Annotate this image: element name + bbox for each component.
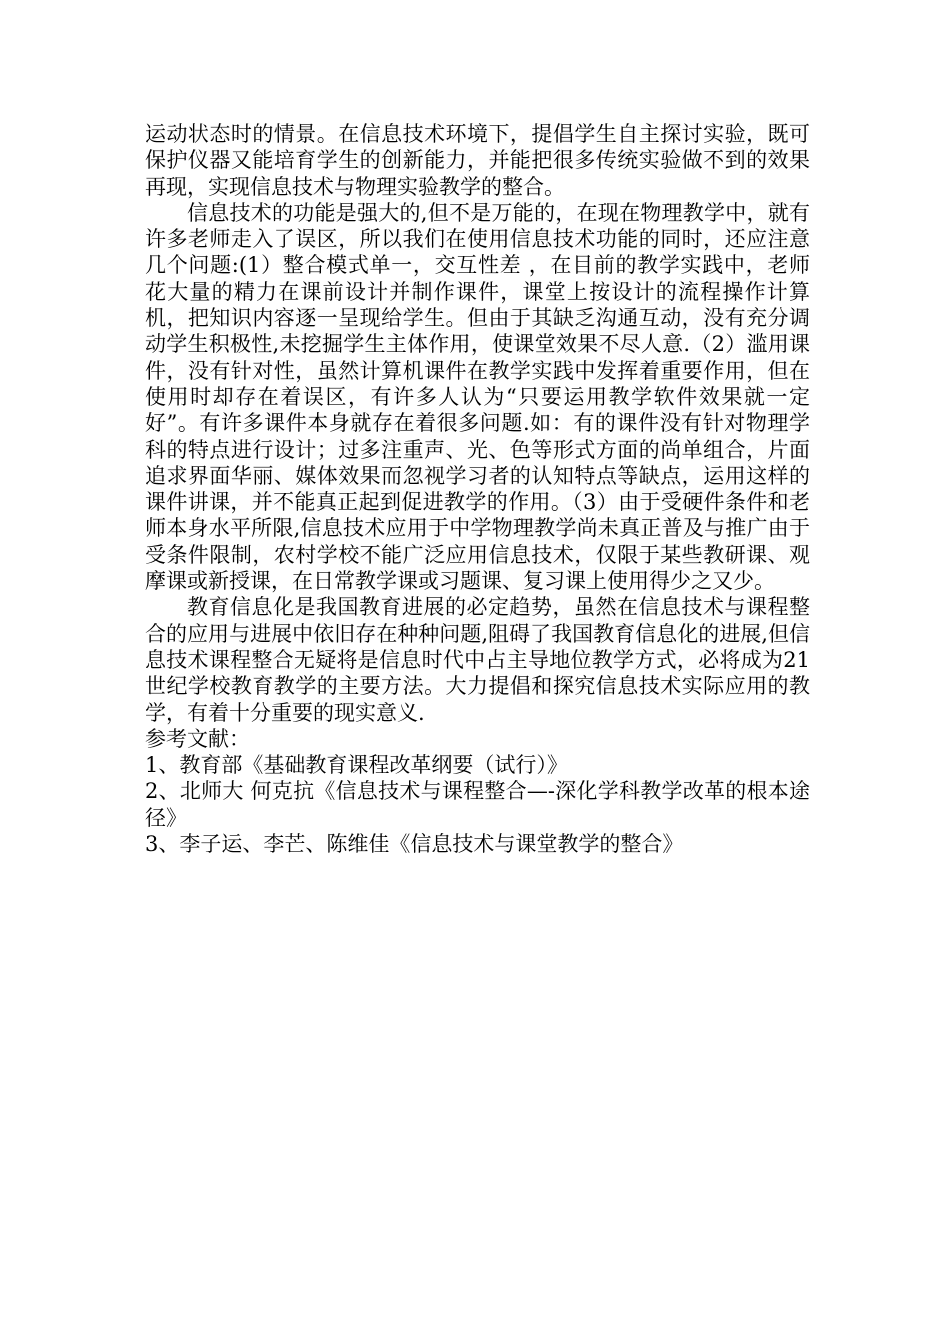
- paragraph-continued: 运动状态时的情景。在信息技术环境下，提倡学生自主探讨实验，既可保护仪器又能培育学生的创新能力，并能把很多传统实验做不到的效果再现，实现信息技术与物理实验教学的整合。: [145, 122, 810, 199]
- references-heading: 参考文献：: [145, 726, 250, 751]
- paragraph-issues: 信息技术的功能是强大的,但不是万能的，在现在物理教学中，就有许多老师走入了误区，所以我们在使用信息技术功能的同时，还应注意几个问题:(1）整合模式单一，交互性差 ，在目前的教学实践中，老师花大量的精力在课前设计并制作课件，课堂上按设计的流程操作计算机，把知识内容逐一呈现给学生。但由于其缺乏沟通互动，没有充分调动学生积极性,未挖掘学生主体作用，使课堂效果不尽人意.（2）滥用课件，没有针对性，虽然计算机课件在教学实践中发挥着重要作用，但在使用时却存在着误区，有许多人认为“只要运用教学软件效果就一定好”。有许多课件本身就存在着很多问题.如：有的课件没有针对物理学科的特点进行设计；过多注重声、光、色等形式方面的尚单组合，片面追求界面华丽、媒体效果而忽视学习者的认知特点等缺点，运用这样的课件讲课，并不能真正起到促进教学的作用。（3）由于受硬件条件和老师本身水平所限,信息技术应用于中学物理教学尚未真正普及与推广由于受条件限制，农村学校不能广泛应用信息技术，仅限于某些教研课、观摩课或新授课，在日常教学课或习题课、复习课上使用得少之又少。: [145, 200, 810, 594]
- reference-item: 2、北师大 何克抗《信息技术与课程整合—-深化学科教学改革的根本途径》: [145, 779, 810, 830]
- references-list: [145, 752, 810, 857]
- reference-item: 1、教育部《基础教育课程改革纲要（试行）》: [145, 753, 568, 778]
- document-body: [145, 121, 810, 857]
- paragraph-conclusion: 教育信息化是我国教育进展的必定趋势，虽然在信息技术与课程整合的应用与进展中依旧存在种种问题,阻碍了我国教育信息化的进展,但信息技术课程整合无疑将是信息时代中占主导地位教学方式，必将成为21世纪学校教育教学的主要方法。大力提倡和探究信息技术实际应用的教学，有着十分重要的现实意义.: [145, 595, 810, 725]
- reference-item: 3、李子运、李芒、陈维佳《信息技术与课堂教学的整合》: [145, 832, 684, 857]
